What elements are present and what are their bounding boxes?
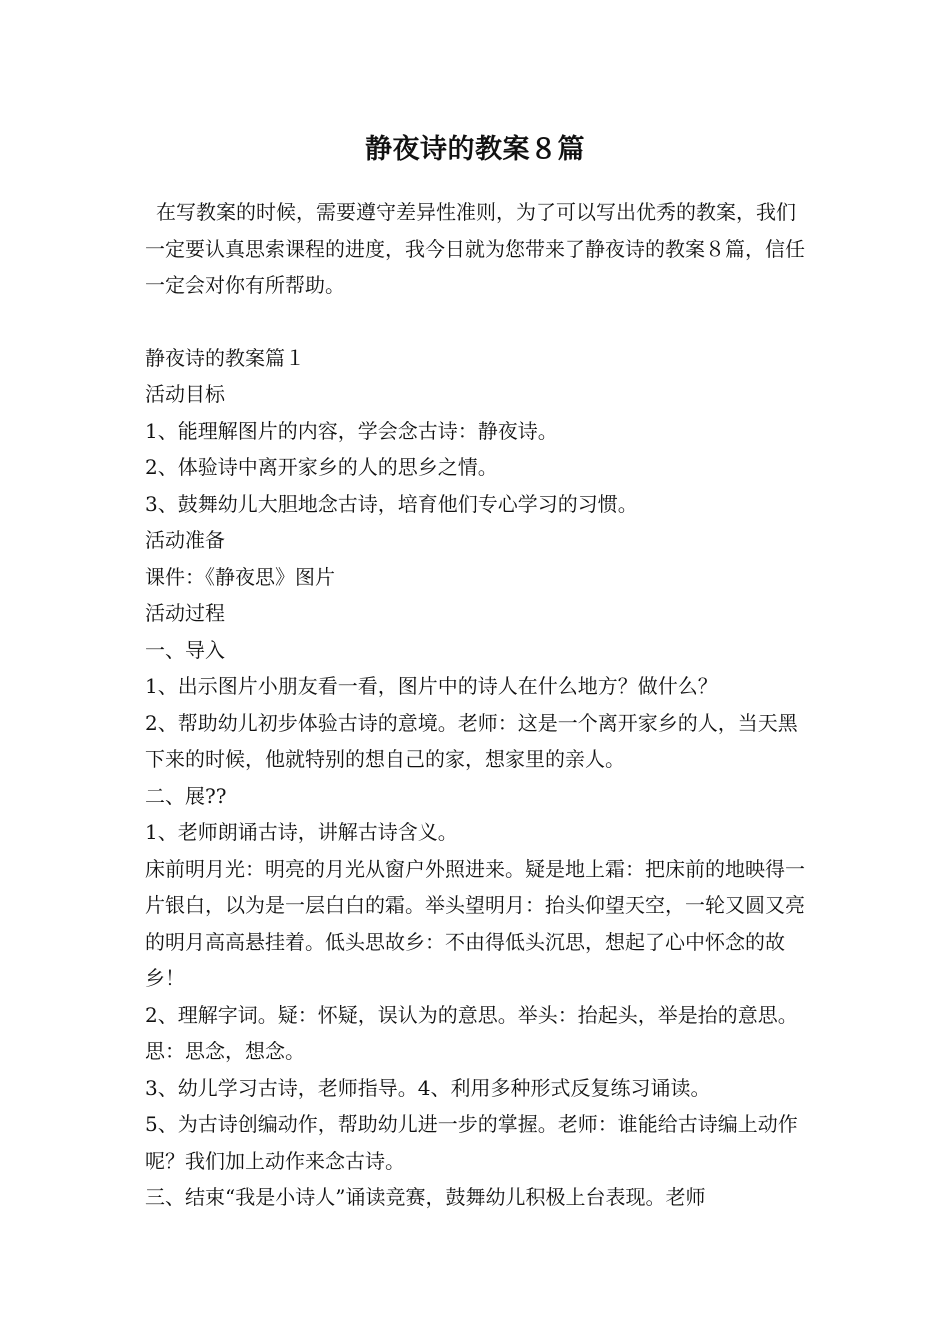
section-heading: 静夜诗的教案篇１ [145, 345, 305, 370]
intro-paragraph: 在写教案的时候，需要遵守差异性准则，为了可以写出优秀的教案，我们一定要认真思索课程的进度，我今日就为您带来了静夜诗的教案８篇，信任一定会对你有所帮助。 [145, 200, 805, 297]
text-line: 活动准备 [145, 528, 225, 552]
text-line: 活动目标 [145, 382, 225, 406]
text-line: 三、结束“我是小诗人”诵读竞赛，鼓舞幼儿积极上台表现。老师 [145, 1185, 706, 1209]
text-line: 3、幼儿学习古诗，老师指导。4、利用多种形式反复练习诵读。 [145, 1075, 711, 1100]
words-paragraph: 2、理解字词。疑：怀疑，误认为的意思。举头：抬起头，举是抬的意思。思：思念，想念。 [145, 1002, 798, 1063]
text-line: 活动过程 [145, 601, 225, 625]
paragraph-gap [145, 304, 810, 340]
actions-paragraph: 5、为古诗创编动作，帮助幼儿进一步的掌握。老师：谁能给古诗编上动作呢？我们加上动作来念古诗。 [145, 1112, 798, 1173]
document-title: 静夜诗的教案８篇 [365, 134, 585, 165]
text-line: 二、展?? [145, 783, 227, 808]
guide-paragraph: 2、帮助幼儿初步体验古诗的意境。老师：这是一个离开家乡的人，当天黑下来的时候，他就特别的想自己的家，想家里的亲人。 [145, 710, 798, 771]
explain-paragraph: 床前明月光：明亮的月光从窗户外照进来。疑是地上霜：把床前的地映得一片银白，以为是一层白白的霜。举头望明月：抬头仰望天空，一轮又圆又亮的明月高高悬挂着。低头思故乡：不由得低头沉思，想起了心中怀念的故乡！ [145, 856, 805, 990]
text-line: 1、能理解图片的内容，学会念古诗：静夜诗。 [145, 418, 558, 443]
text-line: 3、鼓舞幼儿大胆地念古诗，培育他们专心学习的习惯。 [145, 491, 638, 516]
document-body [145, 194, 810, 1216]
text-line: 1、出示图片小朋友看一看，图片中的诗人在什么地方？做什么？ [145, 674, 718, 698]
text-line: 2、体验诗中离开家乡的人的思乡之情。 [145, 455, 498, 479]
text-line: 一、导入 [145, 637, 225, 662]
text-line: 课件：《静夜思》图片 [145, 564, 335, 589]
text-line: 1、老师朗诵古诗，讲解古诗含义。 [145, 820, 458, 844]
